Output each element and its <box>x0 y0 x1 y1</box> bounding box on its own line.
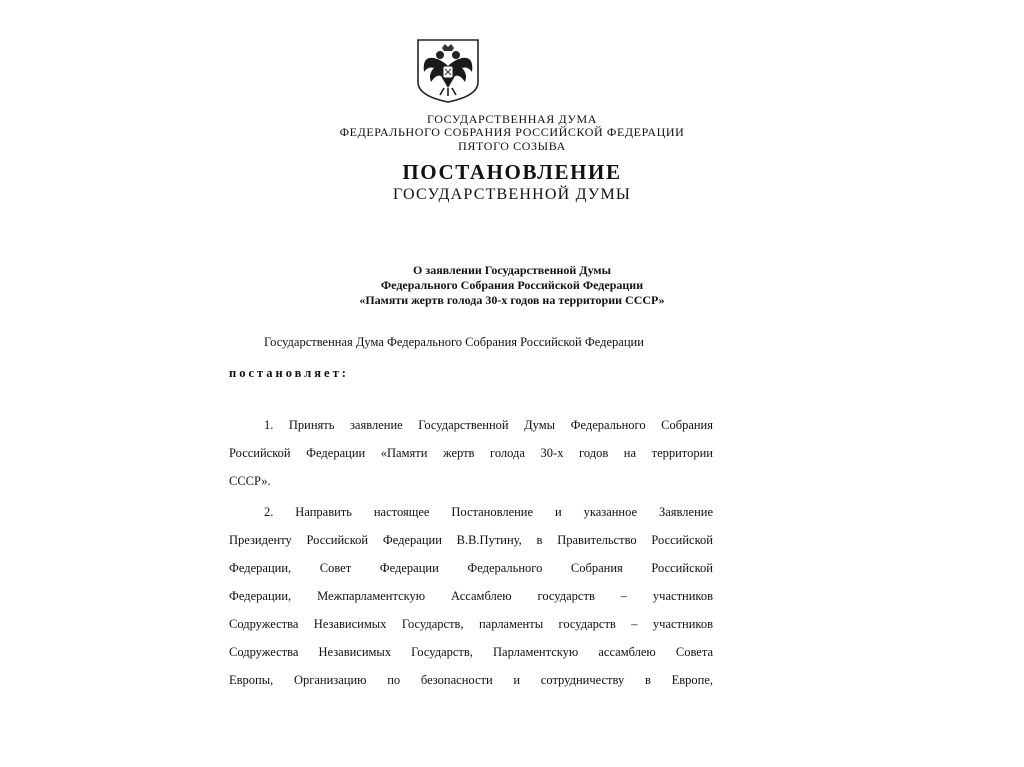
document-subtitle: ГОСУДАРСТВЕННОЙ ДУМЫ <box>392 186 632 203</box>
resolves-word: постановляет: <box>229 366 349 380</box>
item-2-line: 2. Направить настоящее Постановление и указанное Заявление <box>264 505 713 519</box>
header-line-3: ПЯТОГО СОЗЫВА <box>458 139 566 153</box>
subject-line-3: «Памяти жертв голода 30-х годов на территории СССР» <box>359 293 665 307</box>
item-2-line: Европы, Организацию по безопасности и сотрудничеству в Европе, <box>229 673 713 687</box>
coat-of-arms-icon <box>414 38 482 104</box>
item-2-line: Содружества Независимых Государств, парламенты государств – участников <box>229 617 713 631</box>
item-1-line: 1. Принять заявление Государственной Думы Федерального Собрания <box>264 418 713 432</box>
item-2-line: Федерации, Межпарламентскую Ассамблею государств – участников <box>229 589 713 603</box>
item-2-line: Президенту Российской Федерации В.В.Путину, в Правительство Российской <box>229 533 713 547</box>
item-1-line: СССР». <box>229 474 271 488</box>
subject-line-1: О заявлении Государственной Думы <box>413 263 611 277</box>
item-2-line: Федерации, Совет Федерации Федерального Собрания Российской <box>229 561 713 575</box>
header-line-2: ФЕДЕРАЛЬНОГО СОБРАНИЯ РОССИЙСКОЙ ФЕДЕРАЦИИ <box>339 125 685 139</box>
item-1-line: Российской Федерации «Памяти жертв голода 30-х годов на территории <box>229 446 713 460</box>
preamble: Государственная Дума Федерального Собрания Российской Федерации <box>264 335 644 349</box>
document-title: ПОСТАНОВЛЕНИЕ <box>402 160 622 184</box>
item-2-line: Содружества Независимых Государств, Парламентскую ассамблею Совета <box>229 645 713 659</box>
subject-line-2: Федерального Собрания Российской Федерации <box>380 278 644 292</box>
header-line-1: ГОСУДАРСТВЕННАЯ ДУМА <box>426 112 598 126</box>
